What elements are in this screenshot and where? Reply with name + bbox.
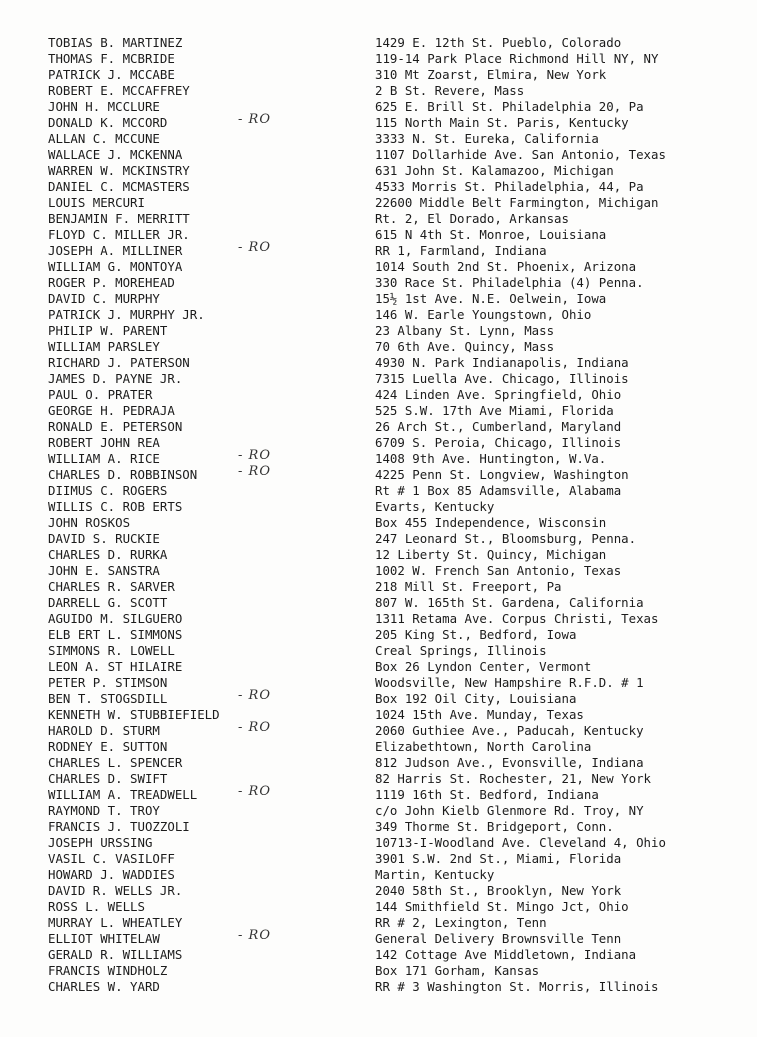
member-address: 142 Cottage Ave Middletown, Indiana (375, 947, 637, 962)
member-name: JAMES D. PAYNE JR. (48, 371, 183, 386)
member-address: Elizabethtown, North Carolina (375, 739, 592, 754)
member-address: Box 455 Independence, Wisconsin (375, 515, 607, 530)
handwritten-note: - RO (238, 240, 271, 255)
member-address: 1408 9th Ave. Huntington, W.Va. (375, 451, 607, 466)
member-name: JOSEPH A. MILLINER (48, 243, 183, 258)
member-name: PATRICK J. MCCABE (48, 67, 175, 82)
member-address: 2060 Guthiee Ave., Paducah, Kentucky (375, 723, 644, 738)
member-address: 615 N 4th St. Monroe, Louisiana (375, 227, 607, 242)
roster-row (48, 499, 748, 515)
member-address: 3333 N. St. Eureka, California (375, 131, 599, 146)
member-address: Box 26 Lyndon Center, Vermont (375, 659, 592, 674)
member-address: RR 1, Farmland, Indiana (375, 243, 547, 258)
member-name: JOSEPH URSSING (48, 835, 153, 850)
member-name: JOHN H. MCCLURE (48, 99, 160, 114)
member-address: 1429 E. 12th St. Pueblo, Colorado (375, 35, 622, 50)
member-address: Evarts, Kentucky (375, 499, 495, 514)
member-name: ROSS L. WELLS (48, 899, 145, 914)
member-name: FRANCIS J. TUOZZOLI (48, 819, 190, 834)
member-name: AGUIDO M. SILGUERO (48, 611, 183, 626)
roster-row (48, 307, 748, 323)
roster-row (48, 720, 748, 739)
roster-row (48, 928, 748, 947)
roster-row (48, 915, 748, 931)
member-address: 115 North Main St. Paris, Kentucky (375, 115, 629, 130)
member-name: DAVID C. MURPHY (48, 291, 160, 306)
member-name: PATRICK J. MURPHY JR. (48, 307, 205, 322)
member-name: WALLACE J. MCKENNA (48, 147, 183, 162)
roster-row (48, 739, 748, 755)
member-address: 6709 S. Peroia, Chicago, Illinois (375, 435, 622, 450)
member-name: CHARLES D. SWIFT (48, 771, 168, 786)
member-address: Rt. 2, El Dorado, Arkansas (375, 211, 569, 226)
roster-row (48, 259, 748, 275)
roster-row (48, 659, 748, 675)
member-address: 3901 S.W. 2nd St., Miami, Florida (375, 851, 622, 866)
member-address: 247 Leonard St., Bloomsburg, Penna. (375, 531, 637, 546)
member-address: 525 S.W. 17th Ave Miami, Florida (375, 403, 614, 418)
handwritten-note: - RO (238, 448, 271, 463)
member-name: GEORGE H. PEDRAJA (48, 403, 175, 418)
handwritten-note: - RO (238, 720, 271, 735)
member-address: RR # 3 Washington St. Morris, Illinois (375, 979, 659, 994)
member-name: PETER P. STIMSON (48, 675, 168, 690)
roster-row (48, 51, 748, 67)
member-address: 807 W. 165th St. Gardena, California (375, 595, 644, 610)
member-address: 424 Linden Ave. Springfield, Ohio (375, 387, 622, 402)
member-address: Rt # 1 Box 85 Adamsville, Alabama (375, 483, 622, 498)
member-address: 1002 W. French San Antonio, Texas (375, 563, 622, 578)
roster-row (48, 83, 748, 99)
roster-row (48, 35, 748, 51)
roster-row (48, 611, 748, 627)
handwritten-note: - RO (238, 928, 271, 943)
roster-row (48, 403, 748, 419)
member-address: 2040 58th St., Brooklyn, New York (375, 883, 622, 898)
member-address: 330 Race St. Philadelphia (4) Penna. (375, 275, 644, 290)
roster-row (48, 339, 748, 355)
roster-row (48, 291, 748, 307)
member-address: RR # 2, Lexington, Tenn (375, 915, 547, 930)
member-address: 4533 Morris St. Philadelphia, 44, Pa (375, 179, 644, 194)
member-name: GERALD R. WILLIAMS (48, 947, 183, 962)
member-name: DONALD K. MCCORD (48, 115, 168, 130)
roster-row (48, 275, 748, 291)
member-name: BEN T. STOGSDILL (48, 691, 168, 706)
roster-row (48, 323, 748, 339)
roster-row (48, 419, 748, 435)
roster-row (48, 67, 748, 83)
member-address: 625 E. Brill St. Philadelphia 20, Pa (375, 99, 644, 114)
member-name: RODNEY E. SUTTON (48, 739, 168, 754)
member-name: CHARLES L. SPENCER (48, 755, 183, 770)
member-address: Box 171 Gorham, Kansas (375, 963, 540, 978)
roster-row (48, 963, 748, 979)
member-name: WILLIAM PARSLEY (48, 339, 160, 354)
roster-row (48, 979, 748, 995)
member-name: RAYMOND T. TROY (48, 803, 160, 818)
member-name: ROGER P. MOREHEAD (48, 275, 175, 290)
member-address: 7315 Luella Ave. Chicago, Illinois (375, 371, 629, 386)
member-address: 4930 N. Park Indianapolis, Indiana (375, 355, 629, 370)
roster-row (48, 147, 748, 163)
member-address: 12 Liberty St. Quincy, Michigan (375, 547, 607, 562)
member-name: ROBERT E. MCCAFFREY (48, 83, 190, 98)
member-address: 4225 Penn St. Longview, Washington (375, 467, 629, 482)
member-address: Creal Springs, Illinois (375, 643, 547, 658)
roster-row (48, 643, 748, 659)
member-name: ELB ERT L. SIMMONS (48, 627, 183, 642)
roster-row (48, 163, 748, 179)
member-name: LEON A. ST HILAIRE (48, 659, 183, 674)
member-address: 82 Harris St. Rochester, 21, New York (375, 771, 652, 786)
member-name: CHARLES R. SARVER (48, 579, 175, 594)
roster-row (48, 579, 748, 595)
member-name: ALLAN C. MCCUNE (48, 131, 160, 146)
roster-row (48, 688, 748, 707)
handwritten-note: - RO (238, 112, 271, 127)
member-address: 349 Thorme St. Bridgeport, Conn. (375, 819, 614, 834)
roster-row (48, 899, 748, 915)
member-name: ELLIOT WHITELAW (48, 931, 160, 946)
member-name: JOHN E. SANSTRA (48, 563, 160, 578)
member-name: SIMMONS R. LOWELL (48, 643, 175, 658)
member-address: 1119 16th St. Bedford, Indiana (375, 787, 599, 802)
member-name: KENNETH W. STUBBIEFIELD (48, 707, 220, 722)
member-name: WILLIAM A. TREADWELL (48, 787, 198, 802)
member-address: 310 Mt Zoarst, Elmira, New York (375, 67, 607, 82)
member-name: VASIL C. VASILOFF (48, 851, 175, 866)
roster-row (48, 707, 748, 723)
member-address: 119-14 Park Place Richmond Hill NY, NY (375, 51, 659, 66)
roster-row (48, 483, 748, 499)
member-address: c/o John Kielb Glenmore Rd. Troy, NY (375, 803, 644, 818)
member-name: MURRAY L. WHEATLEY (48, 915, 183, 930)
roster-row (48, 784, 748, 803)
handwritten-note: - RO (238, 464, 271, 479)
member-name: FRANCIS WINDHOLZ (48, 963, 168, 978)
member-address: 70 6th Ave. Quincy, Mass (375, 339, 555, 354)
roster-row (48, 387, 748, 403)
member-name: JOHN ROSKOS (48, 515, 131, 530)
member-name: RICHARD J. PATERSON (48, 355, 190, 370)
roster-row (48, 227, 748, 243)
roster-row (48, 563, 748, 579)
member-address: General Delivery Brownsville Tenn (375, 931, 622, 946)
roster-row (48, 675, 748, 691)
roster-row (48, 99, 748, 115)
member-address: 1014 South 2nd St. Phoenix, Arizona (375, 259, 637, 274)
roster-list (48, 35, 748, 995)
member-address: 1311 Retama Ave. Corpus Christi, Texas (375, 611, 659, 626)
roster-row (48, 851, 748, 867)
member-name: HAROLD D. STURM (48, 723, 160, 738)
member-address: 22600 Middle Belt Farmington, Michigan (375, 195, 659, 210)
member-address: 1107 Dollarhide Ave. San Antonio, Texas (375, 147, 666, 162)
member-address: 23 Albany St. Lynn, Mass (375, 323, 555, 338)
member-address: Woodsville, New Hampshire R.F.D. # 1 (375, 675, 644, 690)
member-name: WARREN W. MCKINSTRY (48, 163, 190, 178)
roster-row (48, 195, 748, 211)
roster-row (48, 803, 748, 819)
member-name: RONALD E. PETERSON (48, 419, 183, 434)
member-address: Martin, Kentucky (375, 867, 495, 882)
member-address: Box 192 Oil City, Louisiana (375, 691, 577, 706)
member-name: ROBERT JOHN REA (48, 435, 160, 450)
member-name: BENJAMIN F. MERRITT (48, 211, 190, 226)
member-name: DAVID R. WELLS JR. (48, 883, 183, 898)
member-name: DARRELL G. SCOTT (48, 595, 168, 610)
member-address: 631 John St. Kalamazoo, Michigan (375, 163, 614, 178)
roster-row (48, 179, 748, 195)
roster-row (48, 771, 748, 787)
roster-row (48, 131, 748, 147)
roster-row (48, 448, 748, 467)
member-name: HOWARD J. WADDIES (48, 867, 175, 882)
member-address: 15½ 1st Ave. N.E. Oelwein, Iowa (375, 291, 607, 306)
roster-row (48, 211, 748, 227)
roster-row (48, 835, 748, 851)
member-name: WILLIAM G. MONTOYA (48, 259, 183, 274)
member-name: TOBIAS B. MARTINEZ (48, 35, 183, 50)
member-address: 2 B St. Revere, Mass (375, 83, 525, 98)
member-name: CHARLES D. ROBBINSON (48, 467, 198, 482)
member-name: FLOYD C. MILLER JR. (48, 227, 190, 242)
member-name: DAVID S. RUCKIE (48, 531, 160, 546)
member-name: CHARLES D. RURKA (48, 547, 168, 562)
roster-row (48, 515, 748, 531)
member-name: WILLIAM A. RICE (48, 451, 160, 466)
roster-row (48, 240, 748, 259)
member-address: 144 Smithfield St. Mingo Jct, Ohio (375, 899, 629, 914)
member-address: 26 Arch St., Cumberland, Maryland (375, 419, 622, 434)
member-address: 10713-I-Woodland Ave. Cleveland 4, Ohio (375, 835, 666, 850)
roster-row (48, 464, 748, 483)
member-address: 218 Mill St. Freeport, Pa (375, 579, 562, 594)
roster-row (48, 947, 748, 963)
member-name: PHILIP W. PARENT (48, 323, 168, 338)
roster-row (48, 355, 748, 371)
roster-row (48, 112, 748, 131)
roster-row (48, 435, 748, 451)
member-name: DANIEL C. MCMASTERS (48, 179, 190, 194)
roster-row (48, 531, 748, 547)
member-address: 812 Judson Ave., Evonsville, Indiana (375, 755, 644, 770)
roster-row (48, 595, 748, 611)
roster-row (48, 755, 748, 771)
member-address: 1024 15th Ave. Munday, Texas (375, 707, 584, 722)
handwritten-note: - RO (238, 688, 271, 703)
handwritten-note: - RO (238, 784, 271, 799)
member-name: THOMAS F. MCBRIDE (48, 51, 175, 66)
member-name: DIIMUS C. ROGERS (48, 483, 168, 498)
member-name: WILLIS C. ROB ERTS (48, 499, 183, 514)
roster-row (48, 867, 748, 883)
member-address: 205 King St., Bedford, Iowa (375, 627, 577, 642)
roster-row (48, 883, 748, 899)
roster-row (48, 547, 748, 563)
roster-row (48, 819, 748, 835)
member-name: CHARLES W. YARD (48, 979, 160, 994)
roster-row (48, 371, 748, 387)
roster-row (48, 627, 748, 643)
member-name: LOUIS MERCURI (48, 195, 145, 210)
member-name: PAUL O. PRATER (48, 387, 153, 402)
member-address: 146 W. Earle Youngstown, Ohio (375, 307, 592, 322)
